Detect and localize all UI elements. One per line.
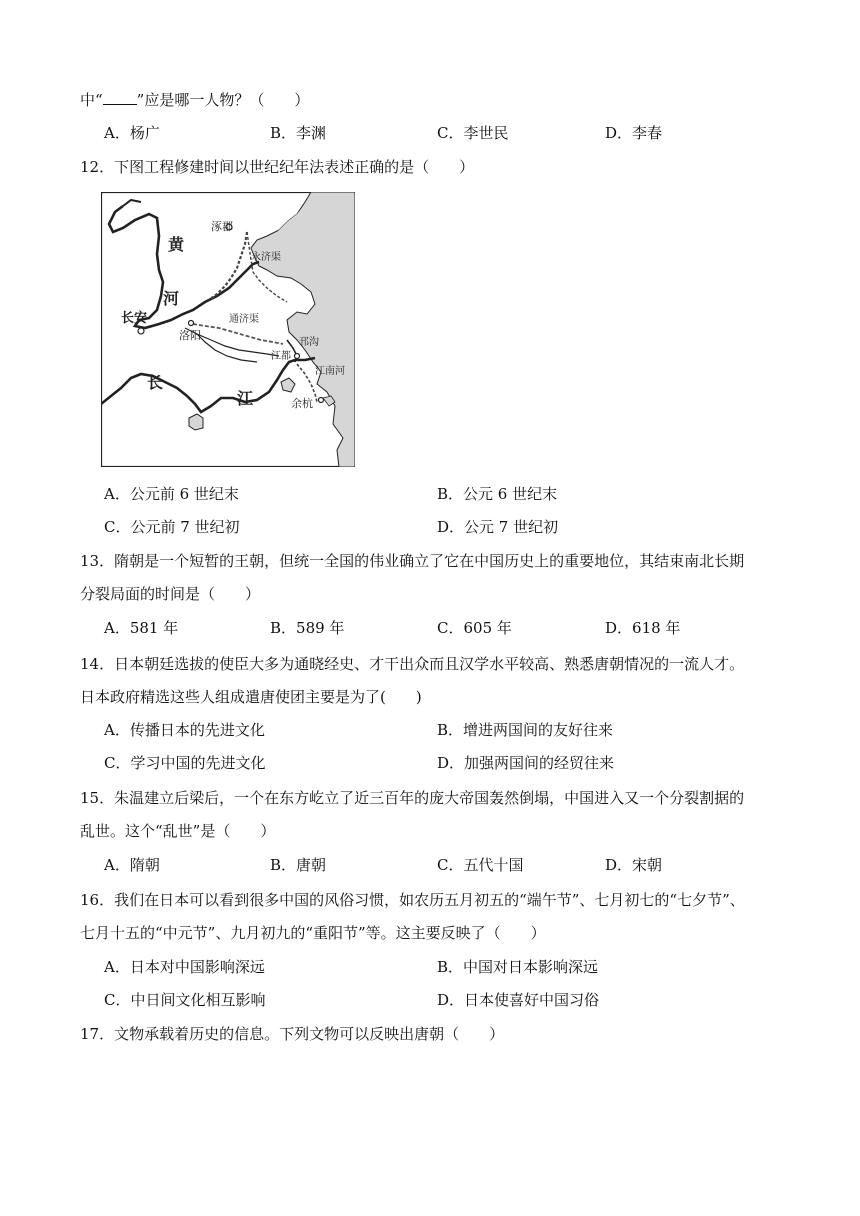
q13-option-b[interactable]: B．589 年 (270, 619, 345, 637)
q13-stem-line2: 分裂局面的时间是（ ） (80, 585, 261, 603)
q11-option-a[interactable]: A．杨广 (104, 124, 160, 142)
q13-stem-line1: 13．隋朝是一个短暂的王朝，但统一全国的伟业确立了它在中国历史上的重要地位，其结束南北长期 (80, 552, 745, 570)
q11-option-c[interactable]: C．李世民 (437, 124, 509, 142)
map-label-tongjiqu: 通济渠 (229, 314, 259, 325)
map-label-huang: 黄 (168, 235, 185, 254)
q12-stem: 12．下图工程修建时间以世纪纪年法表述正确的是（ ） (80, 158, 475, 176)
map-label-jiangnanhe: 江南河 (315, 366, 345, 377)
q14-stem-line2: 日本政府精选这些人组成遣唐使团主要是为了( ) (80, 688, 422, 706)
map-label-yongjiqu: 永济渠 (251, 252, 281, 263)
q15-option-d[interactable]: D．宋朝 (605, 856, 663, 874)
q14-option-b[interactable]: B．增进两国间的友好往来 (437, 721, 614, 739)
q14-stem-line1: 14．日本朝廷选拔的使臣大多为通晓经史、才干出众而且汉学水平较高、熟悉唐朝情况的一流人才。 (80, 655, 745, 673)
q13-option-d[interactable]: D．618 年 (605, 619, 681, 637)
q17-stem: 17．文物承载着历史的信息。下列文物可以反映出唐朝（ ） (80, 1025, 505, 1043)
answer-blank (103, 90, 137, 105)
map-label-jiangdu: 江都 (271, 351, 291, 362)
map-label-jiang: 江 (237, 389, 254, 408)
map-label-he: 河 (163, 289, 180, 308)
q11-option-d[interactable]: D．李春 (605, 124, 663, 142)
map-label-yuhang: 余杭 (291, 397, 313, 410)
q13-option-c[interactable]: C．605 年 (437, 619, 512, 637)
q16-option-d[interactable]: D．日本使喜好中国习俗 (437, 991, 600, 1009)
q12-option-b[interactable]: B．公元 6 世纪末 (437, 485, 558, 503)
q16-option-b[interactable]: B．中国对日本影响深远 (437, 958, 599, 976)
q16-option-c[interactable]: C．中日间文化相互影响 (104, 991, 266, 1009)
q13-option-a[interactable]: A．581 年 (104, 619, 179, 637)
q12-option-c[interactable]: C．公元前 7 世纪初 (104, 518, 240, 536)
map-label-hangou: 邗沟 (299, 337, 319, 348)
map-label-zhuojun: 涿郡 (211, 220, 233, 233)
q16-stem-line2: 七月十五的“中元节”、九月初九的“重阳节”等。这主要反映了（ ） (80, 924, 546, 942)
q12-option-a[interactable]: A．公元前 6 世纪末 (104, 485, 239, 503)
q15-stem-line1: 15．朱温建立后梁后，一个在东方屹立了近三百年的庞大帝国轰然倒塌，中国进入又一个分裂割据的 (80, 789, 745, 807)
q16-stem-line1: 16．我们在日本可以看到很多中国的风俗习惯，如农历五月初五的“端午节”、七月初七的“七夕节”、 (80, 891, 745, 909)
q15-option-a[interactable]: A．隋朝 (104, 856, 160, 874)
q15-option-b[interactable]: B．唐朝 (270, 856, 327, 874)
grand-canal-map (101, 192, 355, 467)
q14-option-a[interactable]: A．传播日本的先进文化 (104, 721, 265, 739)
map-label-changan: 长安 (121, 311, 148, 326)
q11-stem: 中“ ”应是哪一人物？（ ） (80, 91, 310, 109)
map-label-chang: 长 (147, 373, 164, 392)
q12-option-d[interactable]: D．公元 7 世纪初 (437, 518, 559, 536)
q15-stem-line2: 乱世。这个“乱世”是（ ） (80, 822, 276, 840)
q14-option-d[interactable]: D．加强两国间的经贸往来 (437, 754, 615, 772)
q15-option-c[interactable]: C．五代十国 (437, 856, 524, 874)
q16-option-a[interactable]: A．日本对中国影响深远 (104, 958, 265, 976)
q14-option-c[interactable]: C．学习中国的先进文化 (104, 754, 266, 772)
q11-option-b[interactable]: B．李渊 (270, 124, 327, 142)
map-label-luoyang: 洛阳 (179, 329, 201, 342)
